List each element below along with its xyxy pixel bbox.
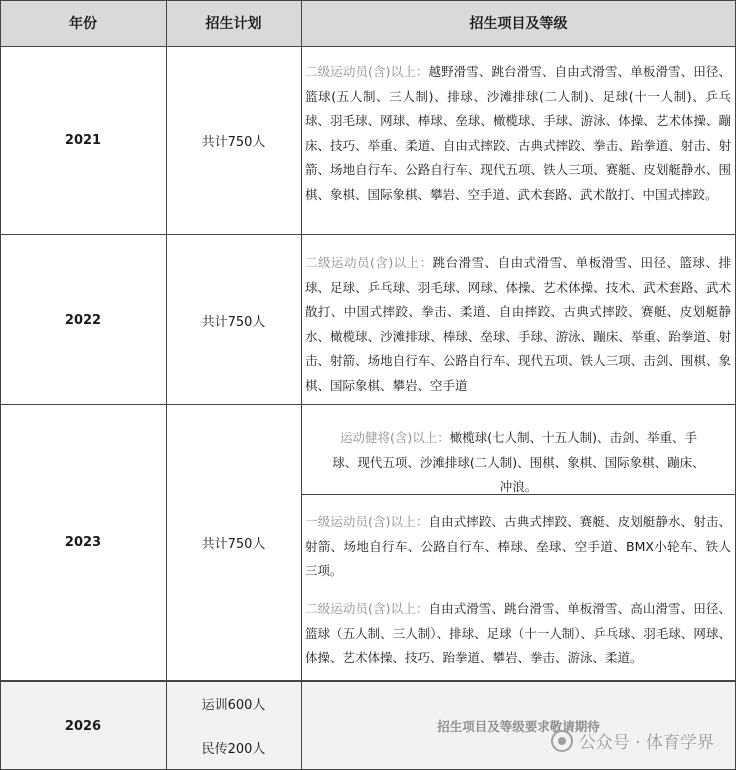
table-border-top xyxy=(0,0,736,1)
level-label: 运动健将(含)以上： xyxy=(339,430,450,445)
plan-2021: 共计750人 xyxy=(201,135,266,150)
table-border-left xyxy=(0,0,1,770)
year-2023: 2023 xyxy=(64,535,102,550)
header-year: 年份 xyxy=(0,0,166,46)
plan-training: 运训600人 xyxy=(201,698,266,713)
level-label: 一级运动员(含)以上： xyxy=(305,514,429,529)
header-items: 招生项目及等级 xyxy=(301,0,736,46)
sports-list: 橄榄球(七人制、十五人制)、击剑、举重、手球、现代五项、沙滩排球(二人制)、围棋、象棋、国际象棋、蹦床、冲浪。 xyxy=(332,430,705,494)
column-divider xyxy=(166,0,167,770)
watermark-label: 公众号 · 体育学界 xyxy=(578,733,714,753)
sports-list: 自由式摔跤、古典式摔跤、赛艇、皮划艇静水、射击、射箭、场地自行车、公路自行车、棒球、垒球、空手道、BMX小轮车、铁人三项。 xyxy=(305,514,731,578)
level-label: 二级运动员(含)以上： xyxy=(305,601,429,616)
plan-2026 xyxy=(166,682,301,770)
level-label: 二级运动员(含)以上： xyxy=(305,255,433,270)
level-label: 二级运动员(含)以上： xyxy=(305,64,429,79)
header-plan: 招生计划 xyxy=(166,0,301,46)
plan-2023: 共计750人 xyxy=(201,537,266,552)
row-divider xyxy=(0,404,736,405)
year-2022: 2022 xyxy=(64,312,102,328)
items-2021 xyxy=(301,60,736,232)
row-divider xyxy=(0,680,736,682)
year-2021: 2021 xyxy=(64,133,102,148)
sports-list: 越野滑雪、跳台滑雪、自由式滑雪、单板滑雪、田径、篮球(五人制、三人制)、排球、沙滩排球(二人制)、足球(十一人制)、乒乓球、羽毛球、网球、棒球、垒球、橄榄球、手球、游泳、体操、艺术体操、蹦床、技巧、举重、柔道、自由式摔跤、古典式摔跤、拳击、跆拳道、射击、射箭、场地自行车、公路自行车、现代五项、铁人三项、赛艇、皮划艇静水、围棋、象棋、国际象棋、攀岩、空手道、武术套路、武术散打、中国式摔跤。 xyxy=(305,64,731,202)
items-2023-level2 xyxy=(301,597,736,677)
watermark xyxy=(551,728,714,753)
sub-row-divider xyxy=(301,494,736,495)
plan-2022: 共计750人 xyxy=(201,314,266,330)
row-divider xyxy=(0,46,736,47)
column-divider xyxy=(301,0,302,770)
sports-list: 跳台滑雪、自由式滑雪、单板滑雪、田径、篮球、排球、足球、乒乓球、羽毛球、网球、体操、艺术体操、技术、武术套路、武术散打、中国式摔跤、拳击、柔道、自由摔跤、古典式摔跤、赛艇、皮划艇静水、橄榄球、沙滩排球、棒球、垒球、手球、游泳、蹦床、举重、跆拳道、射击、射箭、场地自行车、公路自行车、现代五项、铁人三项、击剑、围棋、象棋、国际象棋、攀岩、空手道 xyxy=(305,255,731,393)
items-2022 xyxy=(301,251,736,401)
items-2026-note: 招生项目及等级要求敬请期待 xyxy=(301,682,736,770)
year-2026: 2026 xyxy=(0,682,166,770)
plan-traditional: 民传200人 xyxy=(201,742,266,757)
items-2023-level1 xyxy=(301,510,736,585)
wechat-icon xyxy=(551,730,573,752)
items-2023-elite xyxy=(301,426,736,494)
row-divider xyxy=(0,234,736,235)
sports-list: 自由式滑雪、跳台滑雪、单板滑雪、高山滑雪、田径、篮球（五人制、三人制）、排球、足球（十一人制）、乒乓球、羽毛球、网球、体操、艺术体操、技巧、跆拳道、攀岩、拳击、游泳、柔道。 xyxy=(305,601,731,665)
